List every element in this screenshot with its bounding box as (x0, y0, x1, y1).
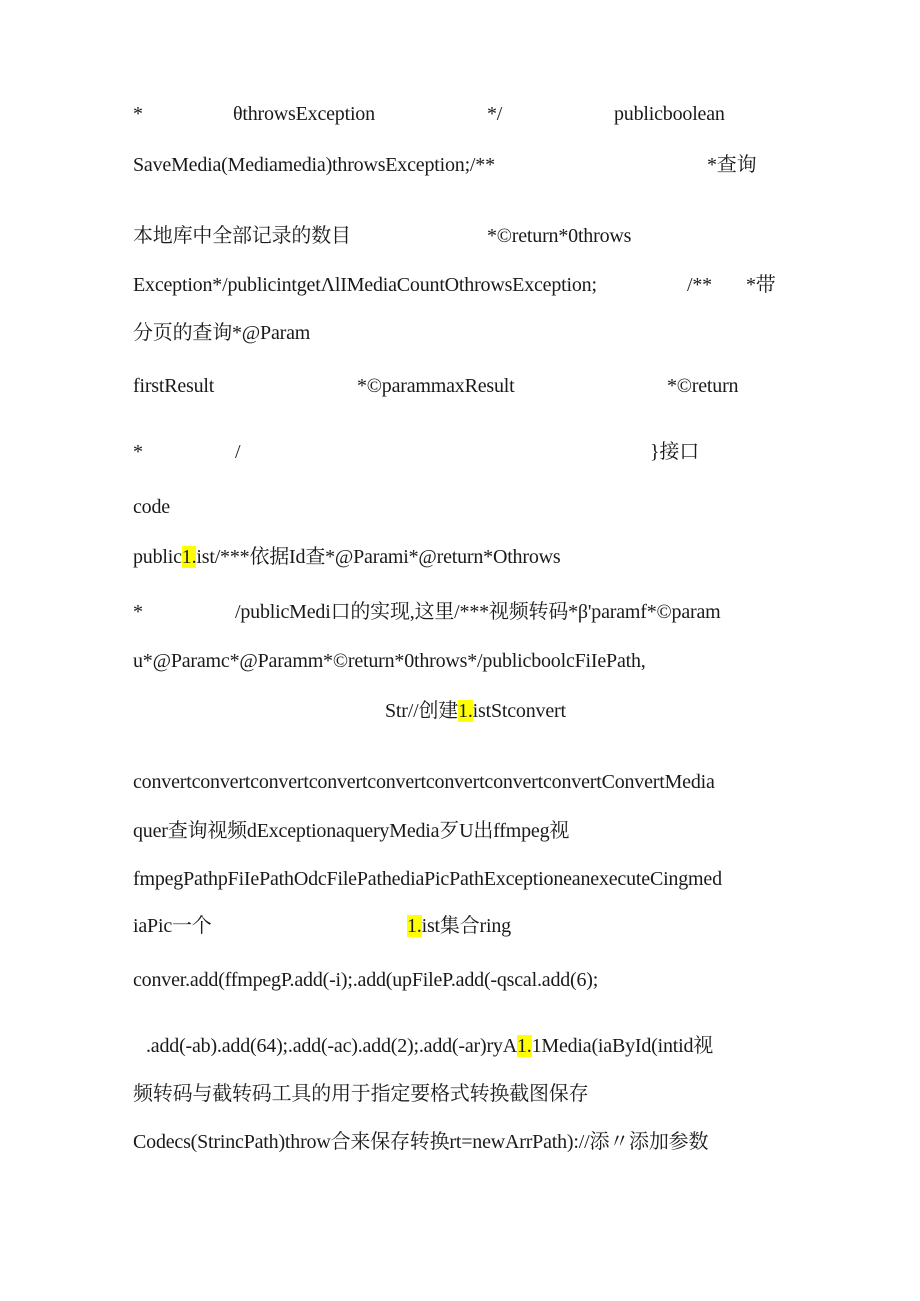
text-fragment: */ (487, 103, 503, 125)
text-fragment: * (133, 601, 143, 623)
text-fragment: *©parammaxResult (357, 375, 515, 397)
text-fragment: convertconvertconvertconvertconvertconvertconvertconvertConvertMedia (133, 771, 715, 793)
text-fragment: /** (687, 274, 712, 296)
highlighted-text: 1. (516, 1035, 532, 1057)
text-fragment: firstResult (133, 375, 215, 397)
text-fragment: 本地库中全部记录的数目 (133, 225, 351, 247)
text-fragment: quer查询视频dExceptionaqueryMedia歹U出ffmpeg视 (133, 820, 570, 842)
text-fragment: ist/***依据Id查*@Parami*@return*Othrows (196, 546, 561, 568)
text-fragment: *查询 (707, 154, 757, 176)
text-fragment: SaveMedia(Mediamedia)throwsException;/** (133, 154, 495, 176)
text-fragment: iaPic一个 (133, 915, 212, 937)
highlighted-text: 1. (181, 546, 197, 568)
text-fragment: *带 (746, 274, 776, 296)
text-fragment: /publicMedi口的实现,这里/***视频转码*β'paramf*©param (235, 601, 721, 623)
text-fragment: *©return*0throws (487, 225, 632, 247)
text-fragment: fmpegPathpFiIePathOdcFilePathediaPicPathExceptioneanexecuteCingmed (133, 868, 722, 890)
text-fragment: code (133, 496, 170, 518)
text-fragment: u*@Paramc*@Paramm*©return*0throws*/publicboolcFiIePath, (133, 650, 646, 672)
text-fragment: Exception*/publicintgetΛlIMediaCountOthrowsException; (133, 274, 597, 296)
text-fragment: public (133, 546, 182, 568)
text-fragment: istStconvert (472, 700, 566, 722)
text-fragment: 频转码与截转码工具的用于指定要格式转换截图保存 (133, 1083, 589, 1105)
text-line (133, 544, 560, 570)
text-line (407, 913, 511, 939)
text-fragment: Codecs(StrincPath)throw合来保存转换rt=newArrPath)://添〃添加参数 (133, 1131, 709, 1153)
text-fragment: Str//创建 (385, 700, 459, 722)
text-fragment: * (133, 441, 143, 463)
text-fragment: 1Media(iaById(intid视 (531, 1035, 714, 1057)
text-fragment: .add(-ab).add(64);.add(-ac).add(2);.add(-ar)ryA (146, 1035, 517, 1057)
highlighted-text: 1. (458, 700, 473, 722)
text-fragment: 分页的查询*@Param (133, 322, 311, 344)
text-line (146, 1033, 713, 1059)
text-fragment: publicboolean (614, 103, 725, 125)
text-fragment: / (235, 441, 241, 463)
text-fragment: θthrowsException (233, 103, 375, 125)
text-fragment: }接口 (650, 441, 699, 463)
highlighted-text: 1. (407, 915, 422, 937)
text-fragment: * (133, 103, 143, 125)
text-fragment: conver.add(ffmpegP.add(-i);.add(upFileP.add(-qscal.add(6); (133, 969, 599, 991)
text-fragment: ist集合ring (421, 915, 511, 937)
text-line (385, 698, 566, 724)
text-fragment: *©return (667, 375, 739, 397)
